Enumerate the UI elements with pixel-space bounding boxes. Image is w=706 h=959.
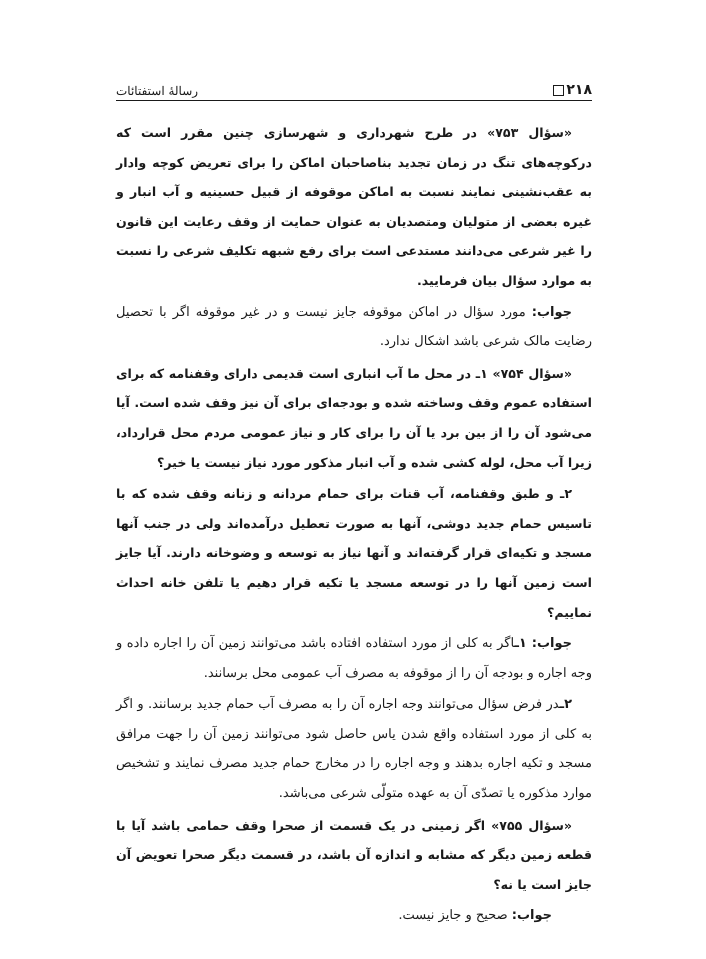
question-754: «سؤال ۷۵۴» ۱ـ در محل ما آب انباری است قدیمی دارای وقفنامه که برای استفاده عموم وقف وساخته شده و بودجه‌ای برای آن نیز وقف شده است. آیا می‌شود آن را از بین برد یا آن را برای کار و نیاز عمومی مردم محل قرارداد، زیرا آب محل، لوله کشی شده و آب انبار مذکور مورد نیاز نیست یا خیر؟ (116, 365, 592, 470)
answer-text: صحیح و جایز نیست. (398, 908, 512, 924)
answer-755 (116, 901, 592, 931)
answer-label: جواب: (531, 304, 572, 320)
question-754-part2: ۲ـ و طبق وقفنامه، آب قنات برای حمام مردانه و زنانه وقف شده که با تاسیس حمام جدید دوشی، آنها به صورت تعطیل درآمده‌اند ولی در جنب آنها مسجد و تکیه‌ای قرار گرفته‌اند و آنها نیاز به توسعه و وضوخانه دارند. آیا جایز است زمین آنها را در توسعه مسجد یا تکیه قرار دهیم یا تلفن خانه احداث نماییم؟ (116, 486, 592, 620)
header-rule (116, 100, 592, 101)
question-753: «سؤال ۷۵۳» در طرح شهرداری و شهرسازی چنین مقرر است که درکوچه‌های تنگ در زمان تجدید بناصاحبان اماکن را برای تعریض کوچه وادار به عقب‌نشینی نمایند نسبت به اماکن موقوفه از قبیل حسینیه و آب انبار و غیره بعضی از متولیان ومتصدیان به عنوان حمایت از وقف رعایت این قانون را غیر شرعی می‌دانند مستدعی است برای رفع شبهه تکلیف شرعی را نسبت به موارد سؤال بیان فرمایید. (116, 125, 592, 288)
answer-753 (116, 298, 592, 357)
answer-754 (116, 629, 592, 688)
answer-label: جواب: (511, 908, 552, 924)
answer-text: مورد سؤال در اماکن موقوفه جایز نیست و در غیر موقوفه اگر با تحصیل رضایت مالک شرعی باشد اشکال ندارد. (116, 304, 592, 350)
page-number-value: ۲۱۸ (566, 82, 592, 98)
answer-text: اگر به کلی از مورد استفاده افتاده باشد می‌توانند زمین آن را اجاره داده و وجه اجاره و بودجه آن را از موقوفه به مصرف آب عمومی محل برسانند. (116, 636, 592, 681)
question-755: «سؤال ۷۵۵» اگر زمینی در یک قسمت از صحرا وقف حمامی باشد آیا با قطعه زمین دیگر که مشابه و اندازه آن باشد، در قسمت دیگر صحرا تعویض آن جایز است یا نه؟ (116, 817, 592, 892)
running-title: رسالۀ استفتائات (116, 84, 199, 98)
page-body (116, 118, 592, 933)
answer-754-part2 (116, 690, 592, 808)
answer-label: ۲ـ (559, 697, 572, 713)
answer-text: در فرض سؤال می‌توانند وجه اجاره آن را به مصرف آب حمام جدید برسانند. و اگر به کلی از مورد استفاده واقع شدن یاس حاصل شود می‌توانند زمین آن را جهت مرافق مسجد و تکیه اجاره بدهند و وجه اجاره را در مخارج حمام جدید مصرف نمایند و تشخیص موارد مذکوره یا تصدّی آن به عهده متولّی شرعی می‌باشد. (116, 697, 592, 802)
page-header (116, 74, 592, 98)
square-icon (553, 85, 564, 96)
answer-label: جواب: ۱ـ (514, 636, 573, 652)
page-number (553, 82, 592, 98)
